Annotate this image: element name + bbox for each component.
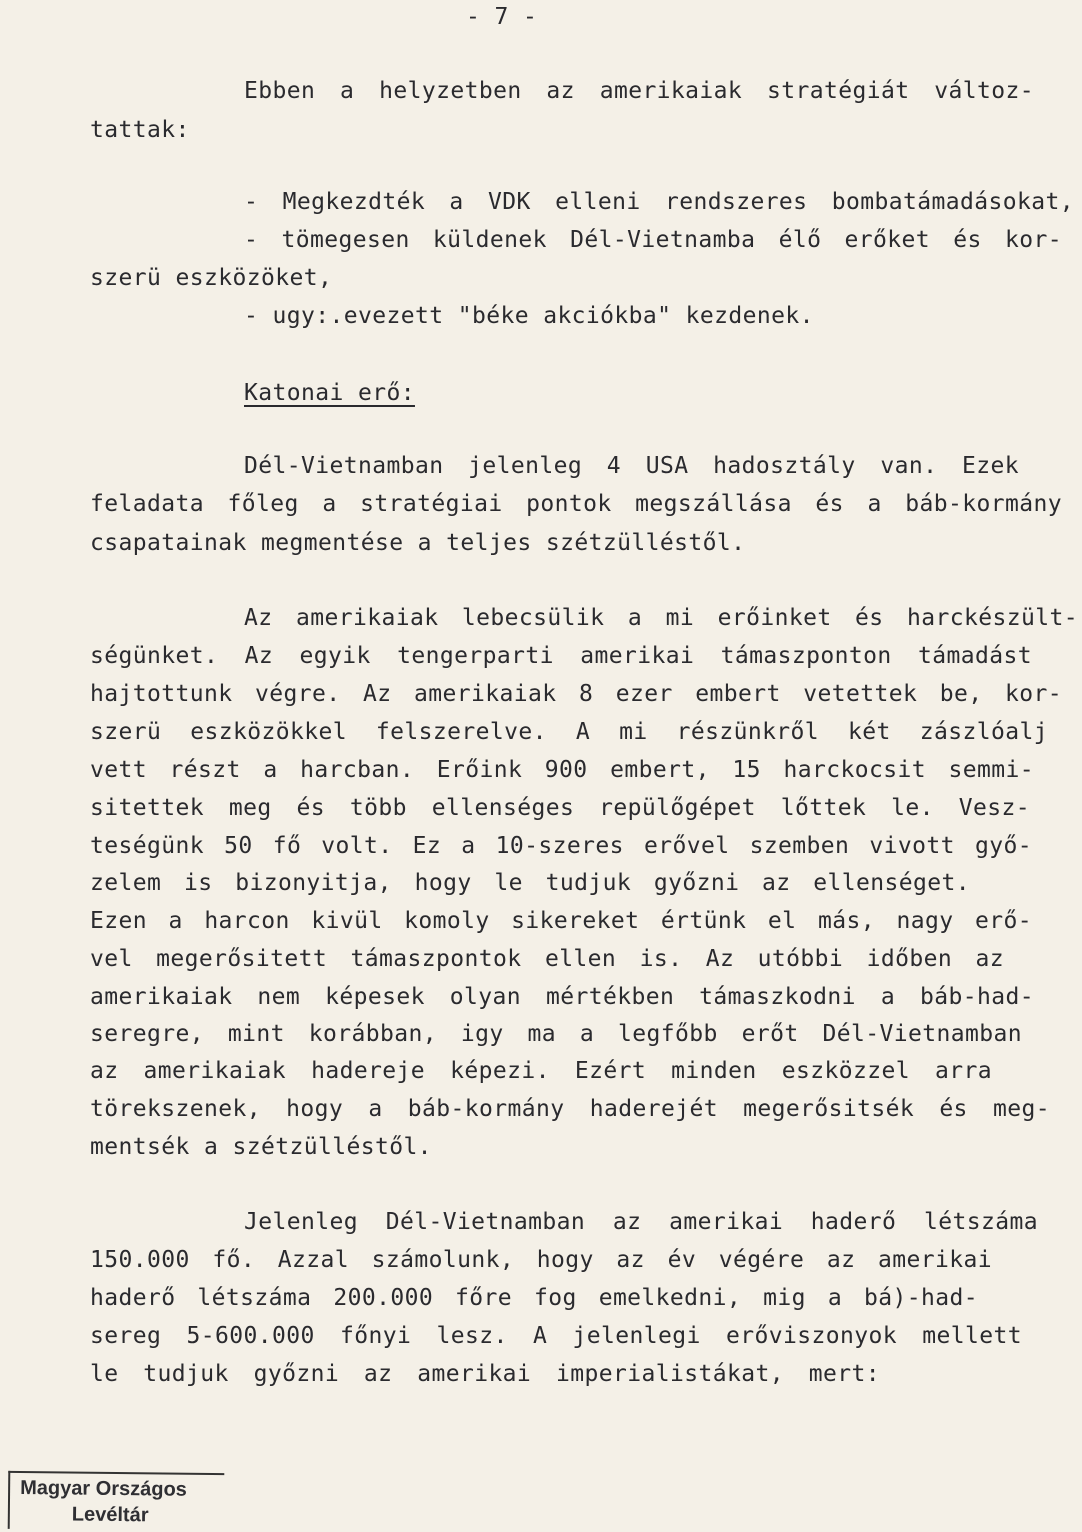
text-line: sitettek meg és több ellenséges repülőgépet lőttek le. Vesz- <box>90 795 1030 821</box>
text-line: hajtottunk végre. Az amerikaiak 8 ezer embert vetettek be, kor- <box>90 681 1062 707</box>
text-line: az amerikaiak hadereje képezi. Ezért minden eszközzel arra <box>90 1058 992 1084</box>
section-heading: Katonai erő: <box>244 380 415 406</box>
text-line: zelem is bizonyitja, hogy le tudjuk győzni az ellenséget. <box>90 870 970 896</box>
text-line: vel megerősitett támaszpontok ellen is. Az utóbbi időben az <box>90 946 1004 972</box>
list-item: - Megkezdték a VDK elleni rendszeres bombatámadásokat, <box>244 189 1074 215</box>
text-line: le tudjuk győzni az amerikai imperialistákat, mert: <box>90 1361 880 1387</box>
text-line: szerü eszközöket, <box>90 265 333 291</box>
text-line: haderő létszáma 200.000 főre fog emelkedni, mig a bá)-had- <box>90 1285 978 1311</box>
text-line: feladata főleg a stratégiai pontok megszállása és a báb-kormány <box>90 491 1062 517</box>
text-line: csapatainak megmentése a teljes szétzülléstől. <box>90 530 746 556</box>
list-item: - ugy:.evezett "béke akciókba" kezdenek. <box>244 303 814 329</box>
text-line: tattak: <box>90 117 190 143</box>
archive-stamp <box>8 1471 225 1531</box>
text-line: Ebben a helyzetben az amerikaiak stratégiát változ- <box>244 78 1034 104</box>
text-line: szerü eszközökkel felszerelve. A mi részünkről két zászlóalj <box>90 719 1048 745</box>
text-line: teségünk 50 fő volt. Ez a 10-szeres erővel szemben vivott győ- <box>90 833 1032 859</box>
list-item: - tömegesen küldenek Dél-Vietnamba élő erőket és kor- <box>244 227 1062 253</box>
text-line: törekszenek, hogy a báb-kormány haderejét megerősitsék és meg- <box>90 1096 1050 1122</box>
text-line: amerikaiak nem képesek olyan mértékben támaszkodni a báb-had- <box>90 984 1034 1010</box>
text-line: Ezen a harcon kivül komoly sikereket értünk el más, nagy erő- <box>90 908 1032 934</box>
stamp-line-2: Levéltár <box>71 1503 149 1527</box>
stamp-line-1: Magyar Országos <box>20 1476 187 1501</box>
text-line: Dél-Vietnamban jelenleg 4 USA hadosztály van. Ezek <box>244 453 1019 479</box>
text-line: Az amerikaiak lebecsülik a mi erőinket és harckészült- <box>244 605 1078 631</box>
text-line: 150.000 fő. Azzal számolunk, hogy az év végére az amerikai <box>90 1247 992 1273</box>
text-line: seregre, mint korábban, igy ma a legfőbb erőt Dél-Vietnamban <box>90 1021 1022 1047</box>
text-line: vett részt a harcban. Erőink 900 embert, 15 harckocsit semmi- <box>90 757 1034 783</box>
text-line: ségünket. Az egyik tengerparti amerikai támaszponton támadást <box>90 643 1032 669</box>
text-line: mentsék a szétzülléstől. <box>90 1134 432 1160</box>
page-number: - 7 - <box>466 4 538 30</box>
text-line: Jelenleg Dél-Vietnamban az amerikai haderő létszáma <box>244 1209 1038 1235</box>
text-line: sereg 5-600.000 főnyi lesz. A jelenlegi erőviszonyok mellett <box>90 1323 1022 1349</box>
